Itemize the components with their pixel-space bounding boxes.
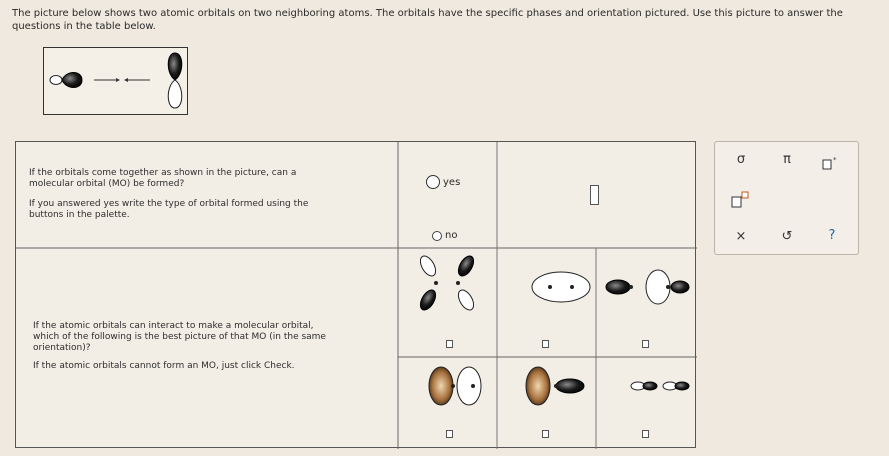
yes-radio[interactable] [426, 175, 440, 189]
symbol-palette [714, 141, 859, 255]
subscript-superscript-button[interactable] [731, 191, 751, 213]
mo-option-a-picture[interactable] [417, 253, 476, 312]
mo-option-c-checkbox[interactable] [642, 340, 649, 348]
undo-button[interactable]: ↺ [781, 229, 793, 244]
help-button[interactable]: ? [828, 228, 836, 243]
question-2-line-2: which of the following is the best picture of that MO (in the same [33, 332, 326, 342]
mo-option-e-checkbox[interactable] [542, 430, 549, 438]
orbital-picture [43, 47, 188, 115]
mo-option-a-checkbox[interactable] [446, 340, 453, 348]
mo-options [398, 248, 697, 448]
question-1-line-2: molecular orbital (MO) be formed? [29, 179, 185, 189]
mo-option-d-picture[interactable] [429, 367, 481, 405]
question-2-line-3: orientation)? [33, 343, 91, 353]
sigma-button[interactable]: σ [736, 152, 746, 167]
question-1-line-3: If you answered yes write the type of orbital formed using the [29, 199, 309, 209]
mo-option-e-picture[interactable] [526, 367, 584, 405]
question-1-line-1: If the orbitals come together as shown in the picture, can a [29, 168, 297, 178]
close-button[interactable]: × [735, 229, 747, 244]
orbital-picture-drawing [44, 48, 186, 113]
instructions-text: The picture below shows two atomic orbitals on two neighboring atoms. The orbitals have the specific phases and orientation pictured. Use this picture to answer the questions in the table below. [12, 8, 843, 32]
orbital-type-answer-box[interactable] [590, 185, 599, 205]
mo-option-f-checkbox[interactable] [642, 430, 649, 438]
no-label: no [445, 230, 458, 241]
mo-option-f-picture[interactable] [631, 382, 689, 390]
option-no[interactable] [432, 230, 457, 241]
question-2-line-4: If the atomic orbitals cannot form an MO, just click Check. [33, 361, 295, 371]
yes-label: yes [443, 176, 461, 188]
mo-option-b-picture[interactable] [532, 272, 590, 302]
question-1 [29, 168, 394, 221]
question-2-line-1: If the atomic orbitals can interact to make a molecular orbital, [33, 321, 314, 331]
svg-text:*: * [833, 156, 837, 164]
option-yes[interactable] [426, 175, 460, 189]
question-2 [33, 321, 395, 372]
mo-option-c-picture[interactable] [606, 270, 689, 304]
superscript-button[interactable] [822, 155, 838, 174]
superscript-box-icon [731, 191, 751, 209]
question-1-line-4: buttons in the palette. [29, 210, 130, 220]
no-radio[interactable] [432, 231, 442, 241]
mo-option-d-checkbox[interactable] [446, 430, 453, 438]
pi-button[interactable]: π [783, 152, 791, 167]
superscript-icon [822, 156, 838, 170]
mo-option-b-checkbox[interactable] [542, 340, 549, 348]
